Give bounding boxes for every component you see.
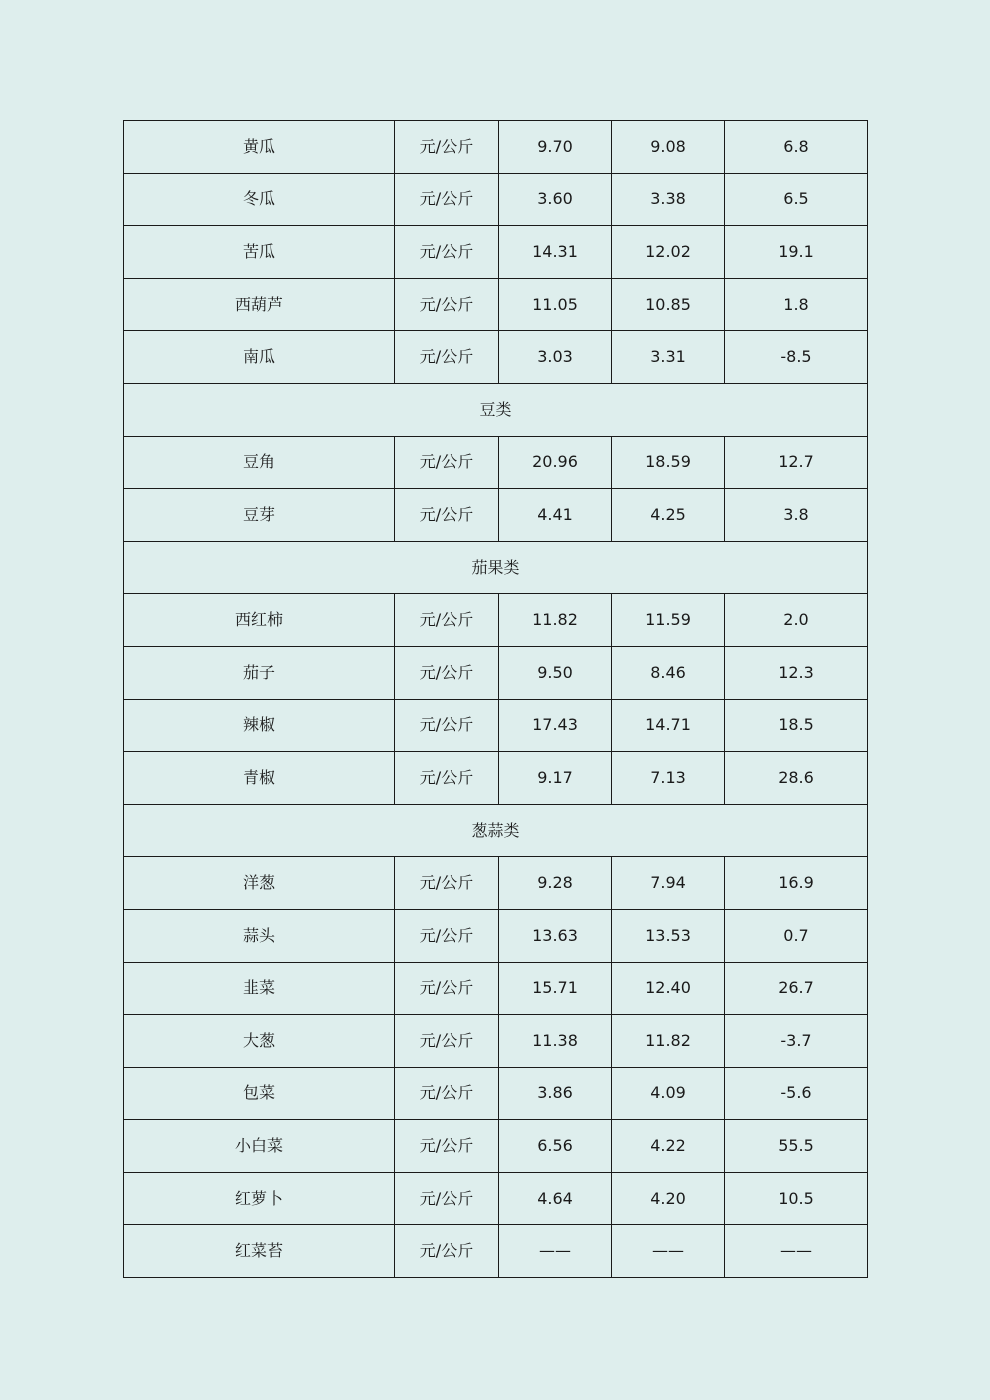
- unit-cell: 元/公斤: [395, 1015, 499, 1068]
- change-cell: 0.7: [725, 909, 868, 962]
- category-row: [124, 541, 868, 594]
- unit-cell: 元/公斤: [395, 489, 499, 542]
- unit-cell: 元/公斤: [395, 1067, 499, 1120]
- value-1-cell: 15.71: [499, 962, 612, 1015]
- table-row: [124, 226, 868, 279]
- category-row: [124, 804, 868, 857]
- item-name-cell: 豆芽: [124, 489, 395, 542]
- value-1-cell: 4.64: [499, 1172, 612, 1225]
- change-cell: 2.0: [725, 594, 868, 647]
- table-row: [124, 1120, 868, 1173]
- item-name-cell: 韭菜: [124, 962, 395, 1015]
- value-1-cell: 9.50: [499, 646, 612, 699]
- value-2-cell: 12.40: [612, 962, 725, 1015]
- table-row: [124, 173, 868, 226]
- value-1-cell: 13.63: [499, 909, 612, 962]
- item-name-cell: 苦瓜: [124, 226, 395, 279]
- item-name-cell: 西葫芦: [124, 278, 395, 331]
- value-1-cell: 9.70: [499, 121, 612, 174]
- table-row: [124, 752, 868, 805]
- category-label: 葱蒜类: [124, 804, 868, 857]
- value-2-cell: 4.09: [612, 1067, 725, 1120]
- value-1-cell: 11.82: [499, 594, 612, 647]
- change-cell: -5.6: [725, 1067, 868, 1120]
- value-1-cell: 3.86: [499, 1067, 612, 1120]
- unit-cell: 元/公斤: [395, 594, 499, 647]
- category-label: 茄果类: [124, 541, 868, 594]
- table-row: [124, 1172, 868, 1225]
- change-cell: -3.7: [725, 1015, 868, 1068]
- table-row: [124, 1067, 868, 1120]
- change-cell: 10.5: [725, 1172, 868, 1225]
- category-label: 豆类: [124, 383, 868, 436]
- table-row: [124, 1015, 868, 1068]
- table-row: [124, 489, 868, 542]
- table-row: [124, 278, 868, 331]
- value-2-cell: 4.22: [612, 1120, 725, 1173]
- value-1-cell: ——: [499, 1225, 612, 1278]
- value-2-cell: 7.13: [612, 752, 725, 805]
- value-2-cell: 4.25: [612, 489, 725, 542]
- value-2-cell: 11.59: [612, 594, 725, 647]
- table-row: [124, 857, 868, 910]
- unit-cell: 元/公斤: [395, 857, 499, 910]
- change-cell: 12.3: [725, 646, 868, 699]
- change-cell: 28.6: [725, 752, 868, 805]
- change-cell: 55.5: [725, 1120, 868, 1173]
- price-table: [123, 120, 868, 1278]
- value-1-cell: 11.05: [499, 278, 612, 331]
- change-cell: 18.5: [725, 699, 868, 752]
- value-2-cell: 14.71: [612, 699, 725, 752]
- unit-cell: 元/公斤: [395, 331, 499, 384]
- category-row: [124, 383, 868, 436]
- unit-cell: 元/公斤: [395, 226, 499, 279]
- value-2-cell: 3.38: [612, 173, 725, 226]
- value-2-cell: 10.85: [612, 278, 725, 331]
- value-2-cell: 13.53: [612, 909, 725, 962]
- value-1-cell: 3.03: [499, 331, 612, 384]
- change-cell: 6.8: [725, 121, 868, 174]
- item-name-cell: 红萝卜: [124, 1172, 395, 1225]
- unit-cell: 元/公斤: [395, 436, 499, 489]
- unit-cell: 元/公斤: [395, 1172, 499, 1225]
- unit-cell: 元/公斤: [395, 278, 499, 331]
- value-2-cell: 9.08: [612, 121, 725, 174]
- table-row: [124, 909, 868, 962]
- table-row: [124, 699, 868, 752]
- item-name-cell: 青椒: [124, 752, 395, 805]
- item-name-cell: 南瓜: [124, 331, 395, 384]
- unit-cell: 元/公斤: [395, 962, 499, 1015]
- item-name-cell: 红菜苔: [124, 1225, 395, 1278]
- value-1-cell: 4.41: [499, 489, 612, 542]
- value-1-cell: 9.17: [499, 752, 612, 805]
- value-1-cell: 17.43: [499, 699, 612, 752]
- item-name-cell: 黄瓜: [124, 121, 395, 174]
- change-cell: 12.7: [725, 436, 868, 489]
- table-body: [124, 121, 868, 1278]
- change-cell: -8.5: [725, 331, 868, 384]
- value-1-cell: 6.56: [499, 1120, 612, 1173]
- change-cell: 6.5: [725, 173, 868, 226]
- table-row: [124, 121, 868, 174]
- value-1-cell: 3.60: [499, 173, 612, 226]
- unit-cell: 元/公斤: [395, 1225, 499, 1278]
- item-name-cell: 茄子: [124, 646, 395, 699]
- change-cell: 1.8: [725, 278, 868, 331]
- item-name-cell: 包菜: [124, 1067, 395, 1120]
- unit-cell: 元/公斤: [395, 121, 499, 174]
- value-1-cell: 14.31: [499, 226, 612, 279]
- unit-cell: 元/公斤: [395, 752, 499, 805]
- item-name-cell: 豆角: [124, 436, 395, 489]
- change-cell: 16.9: [725, 857, 868, 910]
- value-1-cell: 9.28: [499, 857, 612, 910]
- value-2-cell: 7.94: [612, 857, 725, 910]
- item-name-cell: 小白菜: [124, 1120, 395, 1173]
- unit-cell: 元/公斤: [395, 173, 499, 226]
- item-name-cell: 辣椒: [124, 699, 395, 752]
- item-name-cell: 大葱: [124, 1015, 395, 1068]
- change-cell: 19.1: [725, 226, 868, 279]
- change-cell: 26.7: [725, 962, 868, 1015]
- item-name-cell: 西红柿: [124, 594, 395, 647]
- item-name-cell: 洋葱: [124, 857, 395, 910]
- value-2-cell: 12.02: [612, 226, 725, 279]
- table-row: [124, 594, 868, 647]
- item-name-cell: 蒜头: [124, 909, 395, 962]
- item-name-cell: 冬瓜: [124, 173, 395, 226]
- value-2-cell: 11.82: [612, 1015, 725, 1068]
- value-1-cell: 20.96: [499, 436, 612, 489]
- table-row: [124, 962, 868, 1015]
- value-2-cell: 3.31: [612, 331, 725, 384]
- change-cell: ——: [725, 1225, 868, 1278]
- value-1-cell: 11.38: [499, 1015, 612, 1068]
- value-2-cell: ——: [612, 1225, 725, 1278]
- unit-cell: 元/公斤: [395, 1120, 499, 1173]
- change-cell: 3.8: [725, 489, 868, 542]
- unit-cell: 元/公斤: [395, 909, 499, 962]
- value-2-cell: 8.46: [612, 646, 725, 699]
- unit-cell: 元/公斤: [395, 699, 499, 752]
- table-row: [124, 1225, 868, 1278]
- table-row: [124, 331, 868, 384]
- table-row: [124, 436, 868, 489]
- value-2-cell: 18.59: [612, 436, 725, 489]
- value-2-cell: 4.20: [612, 1172, 725, 1225]
- table-row: [124, 646, 868, 699]
- unit-cell: 元/公斤: [395, 646, 499, 699]
